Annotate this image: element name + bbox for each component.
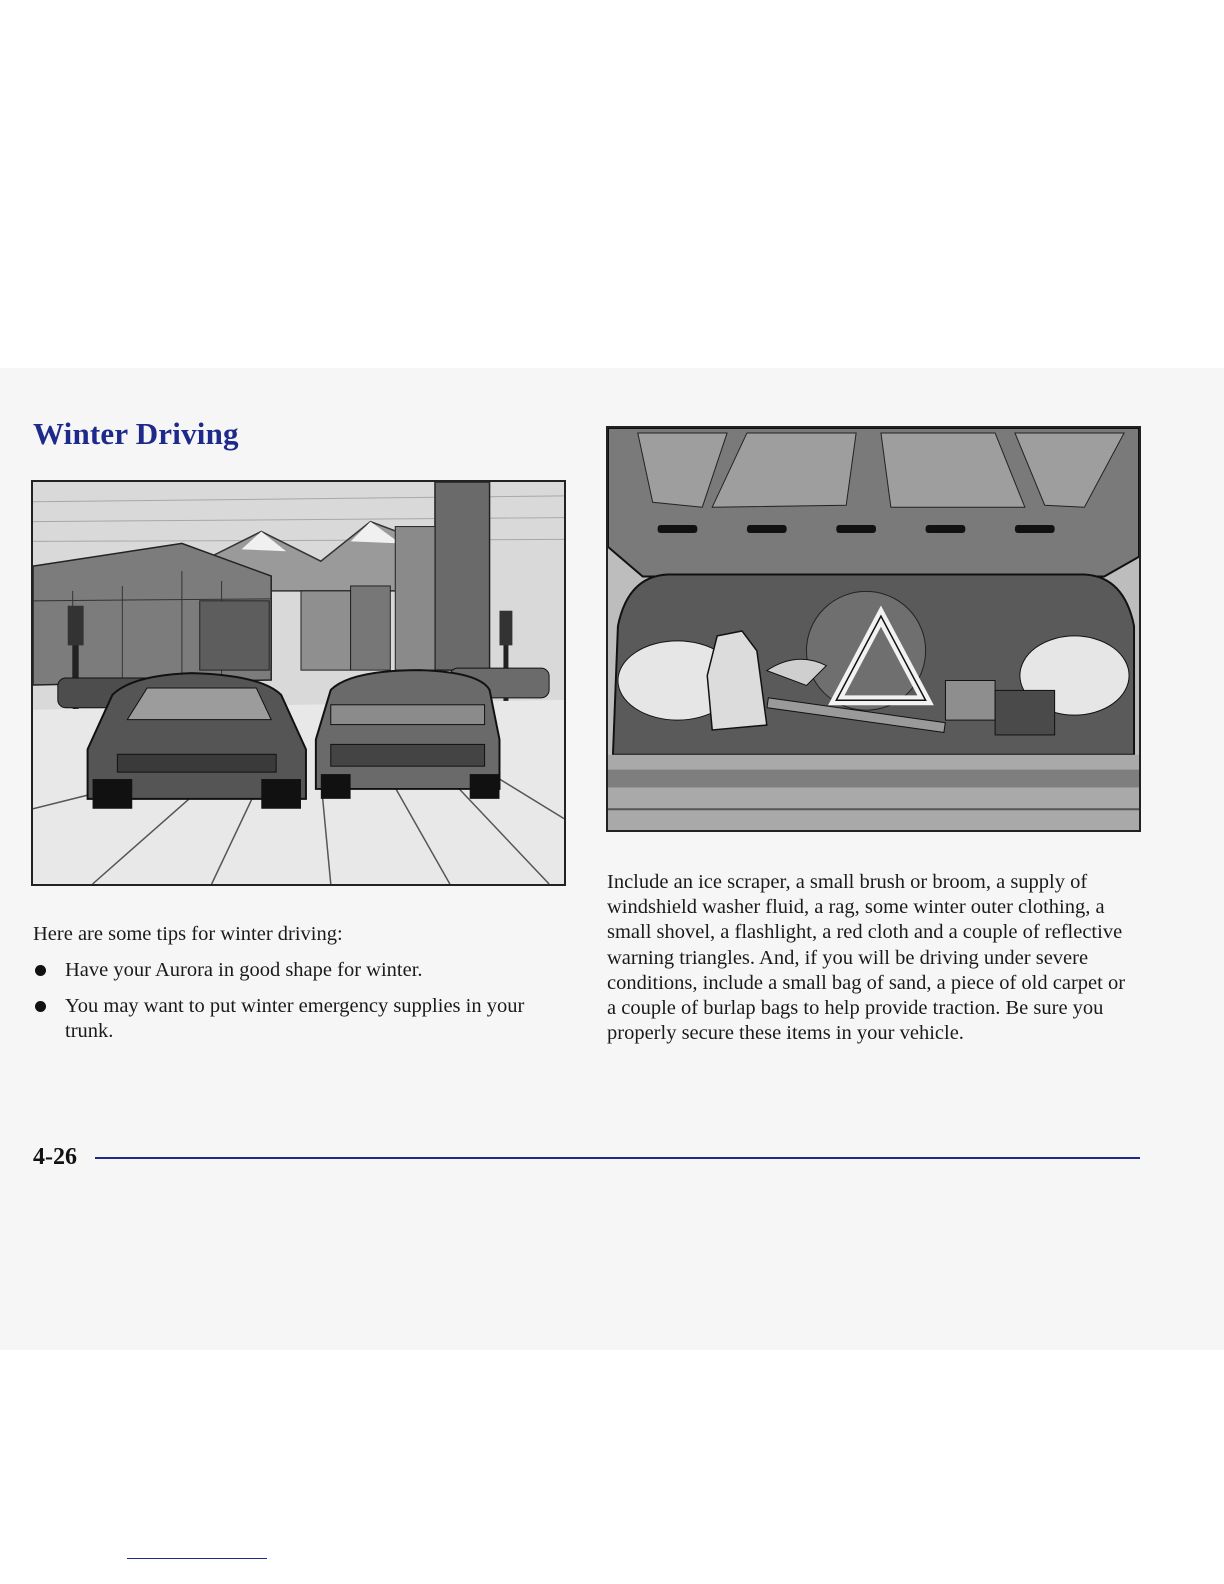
page-title: Winter Driving bbox=[33, 416, 239, 451]
list-item-text: Have your Aurora in good shape for winter. bbox=[65, 959, 423, 981]
list-item bbox=[33, 994, 553, 1044]
bullet-icon bbox=[35, 1001, 46, 1012]
winter-street-illustration bbox=[31, 480, 566, 886]
tips-list bbox=[33, 958, 553, 1055]
list-item-text: You may want to put winter emergency supplies in your trunk. bbox=[65, 995, 525, 1042]
bullet-icon bbox=[35, 965, 46, 976]
bottom-rule bbox=[127, 1558, 267, 1559]
footer-rule bbox=[95, 1157, 1140, 1159]
supplies-paragraph: Include an ice scraper, a small brush or broom, a supply of windshield washer fluid, a rag, some winter outer clothing, a small shovel, a flashlight, a red cloth and a couple of reflective warning triangles. And, if you will be driving under severe conditions, include a small bag of sand, a piece of old carpet or a couple of burlap bags to help provide traction. Be sure you properly secure these items in your vehicle. bbox=[607, 871, 1126, 1045]
intro-text: Here are some tips for winter driving: bbox=[33, 923, 343, 945]
trunk-supplies-illustration bbox=[606, 426, 1141, 832]
page-number: 4-26 bbox=[33, 1144, 77, 1170]
list-item bbox=[33, 958, 553, 983]
